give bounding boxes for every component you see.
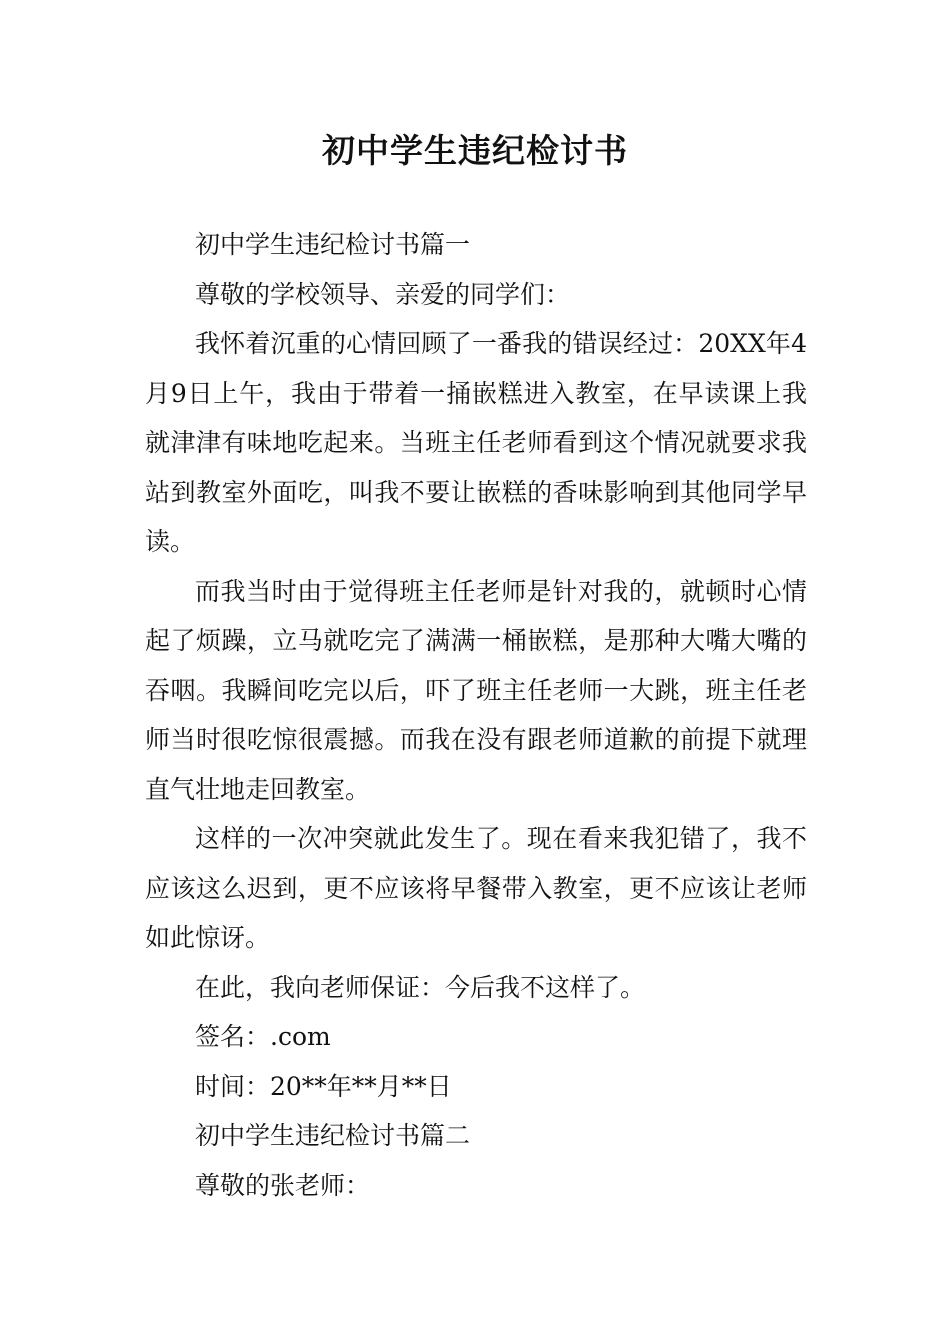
section-heading-1: 初中学生违纪检讨书篇一	[195, 230, 471, 259]
paragraph-incident: 我怀着沉重的心情回顾了一番我的错误经过：20XX年4月9日上午，我由于带着一捅嵌糕进入教室，在早读课上我就津津有味地吃起来。当班主任老师看到这个情况就要求我站到教室外面吃，叫我不要让嵌糕的香味影响到其他同学早读。	[145, 329, 807, 556]
signature-line: 签名：.com	[195, 1022, 331, 1051]
salutation-2: 尊敬的张老师：	[195, 1170, 371, 1200]
paragraph-reaction: 而我当时由于觉得班主任老师是针对我的，就顿时心情起了烦躁，立马就吃完了满满一桶嵌糕，是那种大嘴大嘴的吞咽。我瞬间吃完以后，吓了班主任老师一大跳，班主任老师当时很吃惊很震撼。而我在没有跟老师道歉的前提下就理直气壮地走回教室。	[145, 576, 807, 804]
document-title: 初中学生违纪检讨书	[322, 131, 628, 170]
date-line: 时间：20**年**月**日	[195, 1071, 452, 1101]
paragraph-reflection: 这样的一次冲突就此发生了。现在看来我犯错了，我不应该这么迟到，更不应该将早餐带入教室，更不应该让老师如此惊讶。	[145, 824, 807, 952]
salutation-1: 尊敬的学校领导、亲爱的同学们：	[195, 279, 571, 309]
paragraph-promise: 在此，我向老师保证：今后我不这样了。	[195, 972, 646, 1002]
section-heading-2: 初中学生违纪检讨书篇二	[195, 1121, 471, 1150]
document-body	[145, 220, 807, 1210]
